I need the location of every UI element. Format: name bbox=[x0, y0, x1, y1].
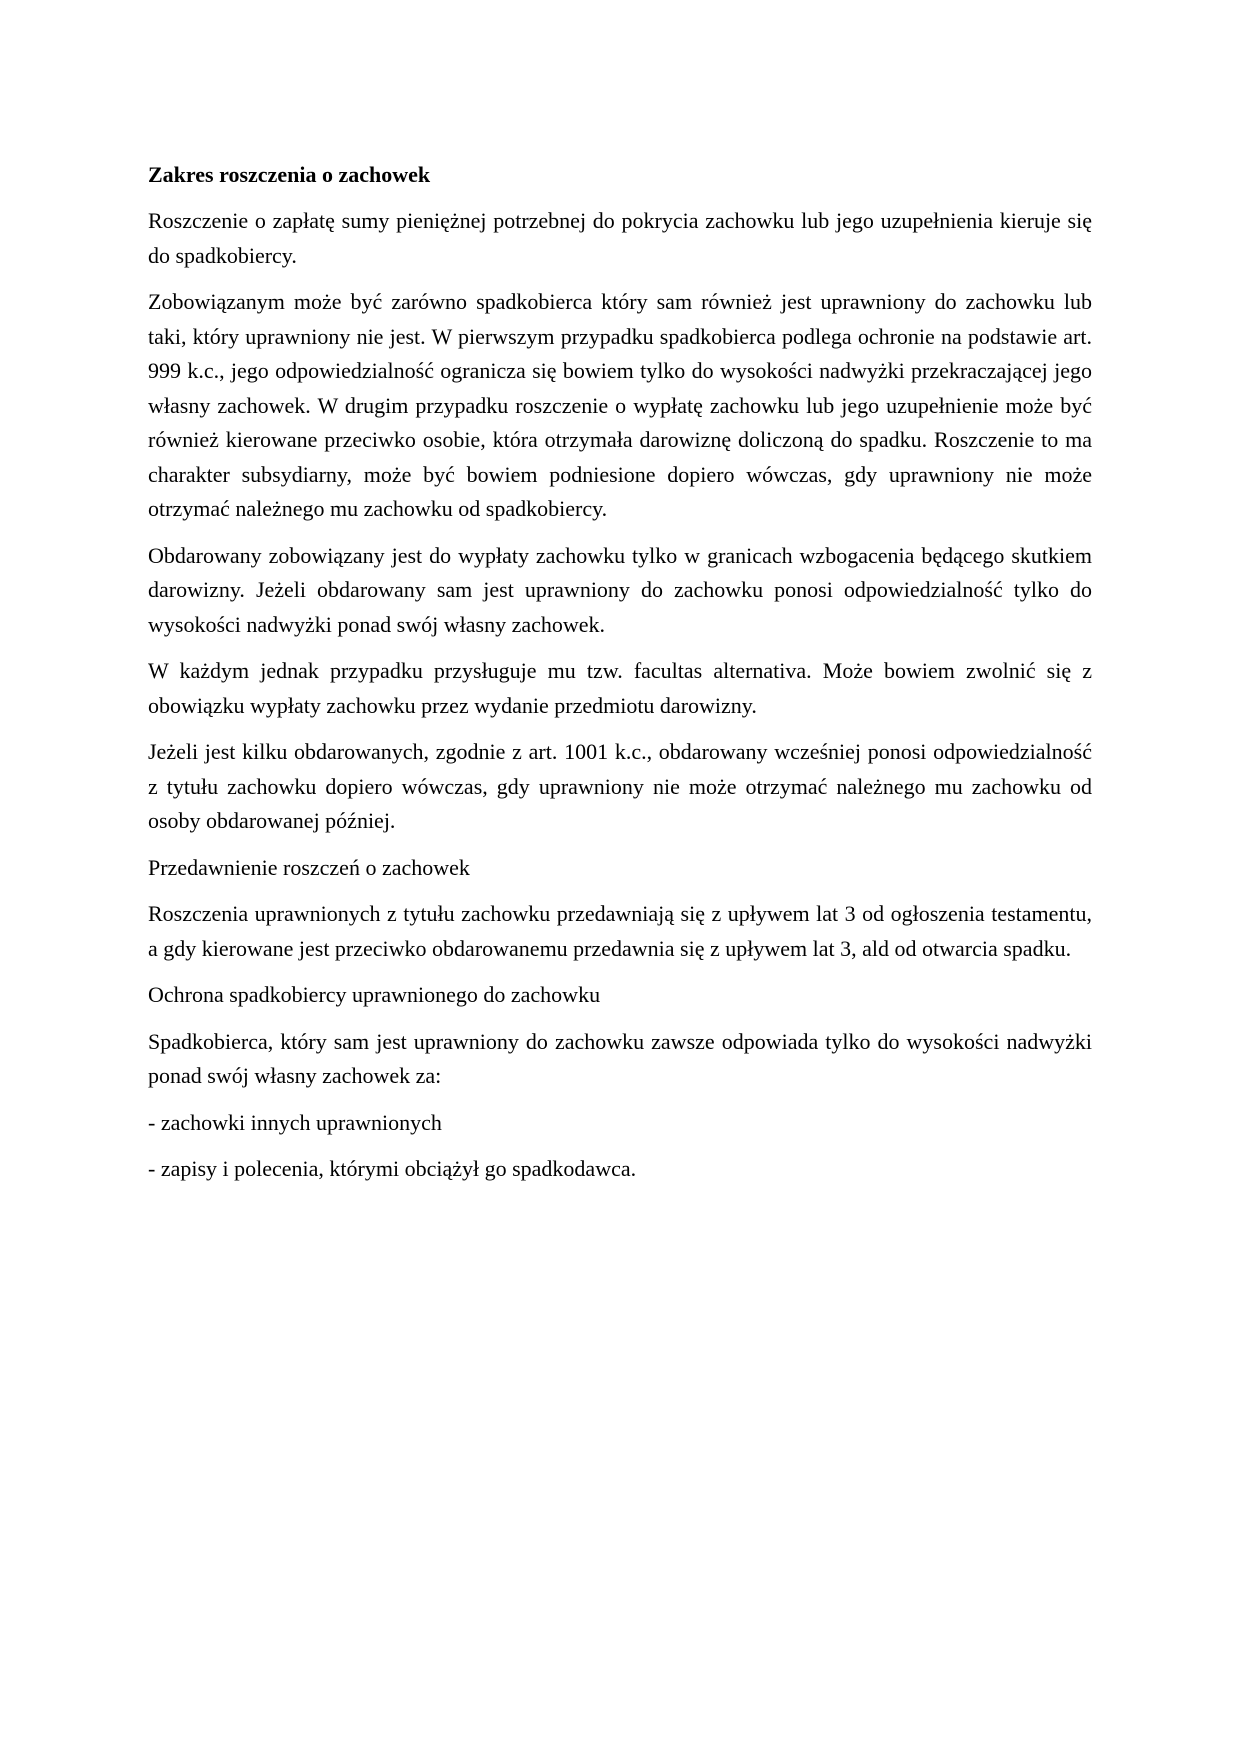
paragraph-obligated-persons: Zobowiązanym może być zarówno spadkobierca który sam również jest uprawniony do zachowku lub taki, który uprawniony nie jest. W pierwszym przypadku spadkobierca podlega ochronie na podstawie art. 999 k.c., jego odpowiedzialność ogranicza się bowiem tylko do wysokości nadwyżki przekraczającej jego własny zachowek. W drugim przypadku roszczenie o wypłatę zachowku lub jego uzupełnienie może być również kierowane przeciwko osobie, która otrzymała darowiznę doliczoną do spadku. Roszczenie to ma charakter subsydiarny, może być bowiem podniesione dopiero wówczas, gdy uprawniony nie może otrzymać należnego mu zachowku od spadkobiercy. bbox=[148, 289, 1092, 521]
document-title: Zakres roszczenia o zachowek bbox=[148, 162, 431, 187]
list-item: - zapisy i polecenia, którymi obciążył go spadkodawca. bbox=[148, 1156, 637, 1181]
paragraph-limitation-period: Roszczenia uprawnionych z tytułu zachowku przedawniają się z upływem lat 3 od ogłoszenia testamentu, a gdy kierowane jest przeciwko obdarowanemu przedawnia się z upływem lat 3, ald od otwarcia spadku. bbox=[148, 901, 1092, 961]
paragraph-donee-liability: Obdarowany zobowiązany jest do wypłaty zachowku tylko w granicach wzbogacenia będącego skutkiem darowizny. Jeżeli obdarowany sam jest uprawniony do zachowku ponosi odpowiedzialność tylko do wysokości nadwyżki ponad swój własny zachowek. bbox=[148, 542, 1092, 637]
paragraph-heir-protection: Spadkobierca, który sam jest uprawniony do zachowku zawsze odpowiada tylko do wysokości nadwyżki ponad swój własny zachowek za: bbox=[148, 1028, 1092, 1088]
section-heading-limitation: Przedawnienie roszczeń o zachowek bbox=[148, 854, 470, 880]
paragraph-facultas-alternativa: W każdym jednak przypadku przysługuje mu tzw. facultas alternativa. Może bowiem zwolnić się z obowiązku wypłaty zachowku przez wydanie przedmiotu darowizny. bbox=[148, 658, 1092, 718]
paragraph-claim-direction: Roszczenie o zapłatę sumy pieniężnej potrzebnej do pokrycia zachowku lub jego uzupełnienia kieruje się do spadkobiercy. bbox=[148, 208, 1092, 268]
paragraph-multiple-donees: Jeżeli jest kilku obdarowanych, zgodnie z art. 1001 k.c., obdarowany wcześniej ponosi odpowiedzialność z tytułu zachowku dopiero wówczas, gdy uprawniony nie może otrzymać należnego mu zachowku od osoby obdarowanej później. bbox=[148, 739, 1092, 833]
document-page bbox=[148, 158, 1092, 1199]
section-heading-heir-protection: Ochrona spadkobiercy uprawnionego do zachowku bbox=[148, 982, 601, 1007]
list-item: - zachowki innych uprawnionych bbox=[148, 1109, 442, 1135]
